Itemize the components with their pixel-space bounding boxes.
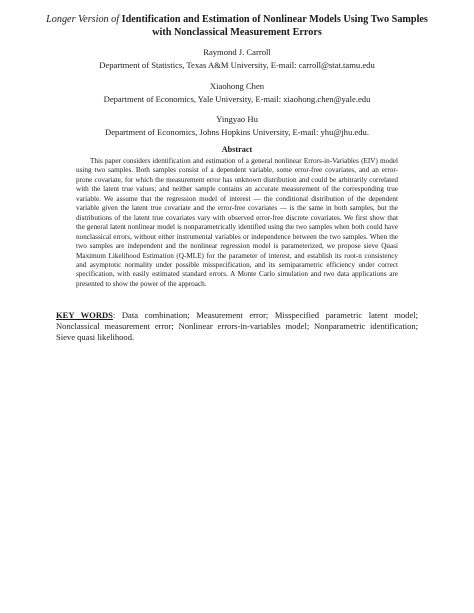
- title-text: Identification and Estimation of Nonlinear Models Using Two Samples with Nonclassical Measurement Errors: [121, 14, 428, 38]
- keywords-label: KEY WORDS: [56, 310, 113, 320]
- paper-title: [44, 13, 430, 39]
- author-block-hu: [40, 113, 434, 138]
- author-name: Yingyao Hu: [216, 114, 258, 124]
- title-prefix: Longer Version of: [46, 14, 120, 25]
- author-block-carroll: [40, 46, 434, 71]
- author-name: Raymond J. Carroll: [203, 47, 271, 57]
- author-affiliation: Department of Economics, Johns Hopkins University, E-mail: yhu@jhu.edu.: [105, 126, 369, 137]
- author-name: Xiaohong Chen: [209, 81, 265, 91]
- author-block-chen: [40, 80, 434, 105]
- keywords-text: : Data combination; Measurement error; Misspecified parametric latent model; Nonclassical measurement error; Nonlinear errors-in-variables model; Nonparametric identification; Sieve quasi likelihood.: [56, 310, 419, 343]
- author-affiliation: Department of Statistics, Texas A&M University, E-mail: carroll@stat.tamu.edu: [99, 59, 375, 70]
- keywords: [56, 310, 418, 343]
- author-affiliation: Department of Economics, Yale University, E-mail: xiaohong.chen@yale.edu: [103, 93, 371, 104]
- abstract-heading: Abstract: [221, 145, 253, 154]
- abstract-text: This paper considers identification and estimation of a general nonlinear Errors-in-Variables (EIV) model using two samples. Both samples consist of a dependent variable, some error-free covariates, and an error-prone covariate, for which the measurement error has unknown distribution and could be arbitrarily correlated with the latent true values; and neither sample contains an accurate measurement of the corresponding true variable. We assume that the regression model of interest — the conditional distribution of the dependent variable given the latent true covariate and the error-free covariates — is the same in both samples, but the distributions of the latent true covariates vary with observed error-free discrete covariates. We first show that the general latent nonlinear model is nonparametrically identified using the two samples when both could have nonclassical errors, without either instrumental variables or independence between the two samples. When the two samples are independent and the nonlinear regression model is parameterized, we propose sieve Quasi Maximum Likelihood Estimation (Q-MLE) for the parameter of interest, and establish its root-n consistency and asymptotic normality under possible misspecification, and its semiparametric efficiency under correct specification, with easily estimated standard errors. A Monte Carlo simulation and two data applications are presented to show the power of the approach.: [76, 157, 398, 288]
